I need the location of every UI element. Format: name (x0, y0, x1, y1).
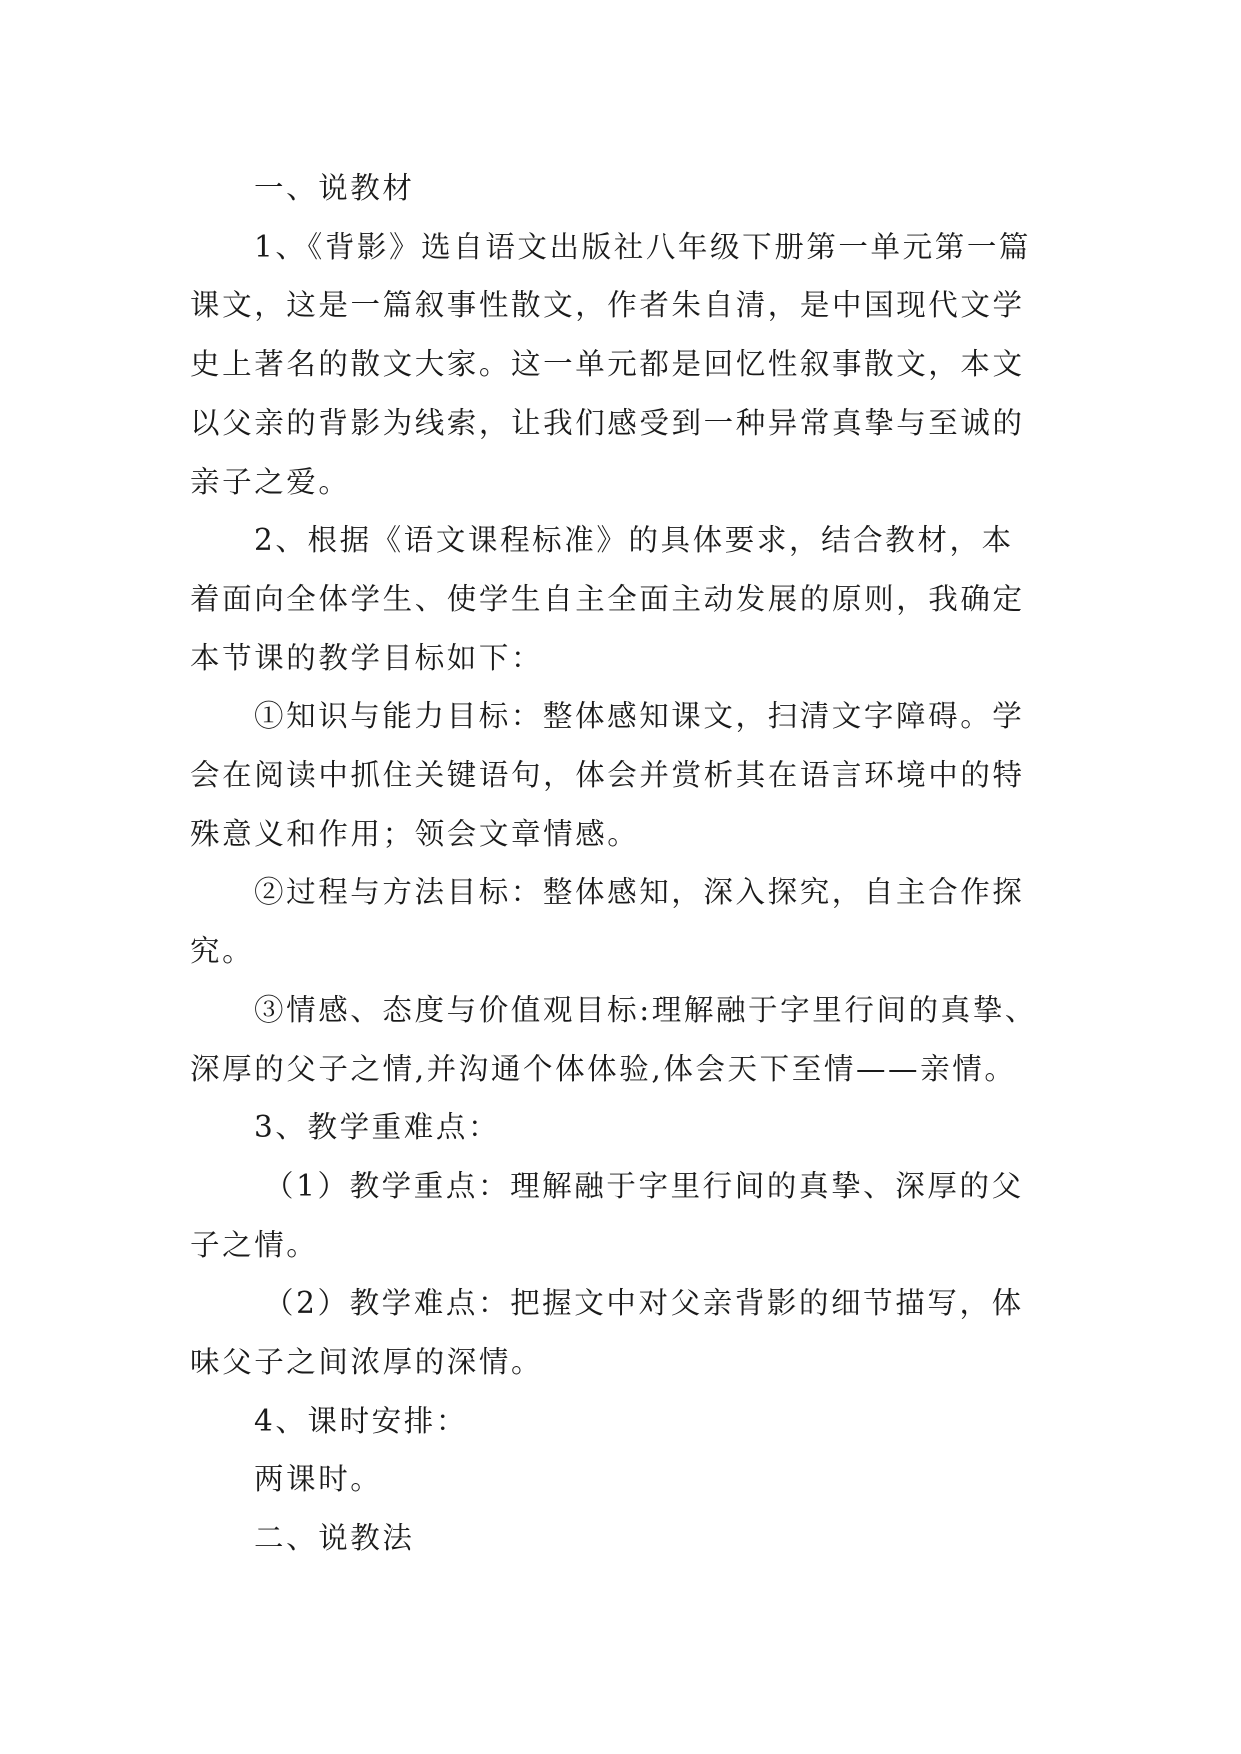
text-line: 究。 (190, 934, 255, 969)
paragraph-difficult-point (190, 1274, 1050, 1391)
paragraph-goal-emotion (190, 981, 1050, 1098)
paragraph-goal-knowledge (190, 687, 1050, 863)
text-line: 二、说教法 (254, 1521, 415, 1556)
text-line: ③情感、态度与价值观目标:理解融于字里行间的真挚、 (254, 992, 1037, 1027)
paragraph-item-4 (190, 1392, 1050, 1451)
text-line: 一、说教材 (254, 171, 415, 205)
text-line: 着面向全体学生、使学生自主全面主动发展的原则，我确定 (190, 581, 1025, 616)
text-line: 3、教学重难点： (254, 1110, 501, 1145)
section-heading-teaching-method (190, 1509, 1050, 1568)
text-line: 两课时。 (254, 1462, 383, 1497)
text-line: 会在阅读中抓住关键语句，体会并赏析其在语言环境中的特 (190, 758, 1025, 793)
paragraph-item-2 (190, 511, 1050, 687)
document-body (190, 159, 1050, 1568)
text-line: 4、课时安排： (254, 1403, 468, 1438)
text-line: 殊意义和作用；领会文章情感。 (190, 816, 640, 851)
text-line: 深厚的父子之情,并沟通个体体验,体会天下至情——亲情。 (190, 1051, 1017, 1086)
text-line: 亲子之爱。 (190, 464, 351, 499)
text-line: 本节课的教学目标如下： (190, 640, 544, 675)
text-line: 2、根据《语文课程标准》的具体要求，结合教材，本 (254, 523, 1014, 558)
paragraph-goal-process (190, 863, 1050, 980)
text-line: 课文，这是一篇叙事性散文，作者朱自清，是中国现代文学 (190, 288, 1025, 323)
text-line: 味父子之间浓厚的深情。 (190, 1345, 544, 1380)
text-line: ①知识与能力目标：整体感知课文，扫清文字障碍。学 (254, 699, 1025, 734)
paragraph-class-hours (190, 1450, 1050, 1509)
paragraph-item-1 (190, 218, 1050, 512)
text-line: ②过程与方法目标：整体感知，深入探究，自主合作探 (254, 875, 1025, 910)
text-line: 子之情。 (190, 1227, 319, 1262)
section-heading-teaching-material (190, 159, 1050, 218)
paragraph-item-3 (190, 1098, 1050, 1157)
text-line: （2）教学难点：把握文中对父亲背影的细节描写，体 (264, 1286, 1024, 1321)
paragraph-key-point (190, 1157, 1050, 1274)
text-line: 1、《背影》选自语文出版社八年级下册第一单元第一篇 (254, 229, 1032, 264)
text-line: 史上著名的散文大家。这一单元都是回忆性叙事散文，本文 (190, 347, 1025, 382)
text-line: 以父亲的背影为线索，让我们感受到一种异常真挚与至诚的 (190, 405, 1025, 440)
text-line: （1）教学重点：理解融于字里行间的真挚、深厚的父 (264, 1168, 1024, 1203)
